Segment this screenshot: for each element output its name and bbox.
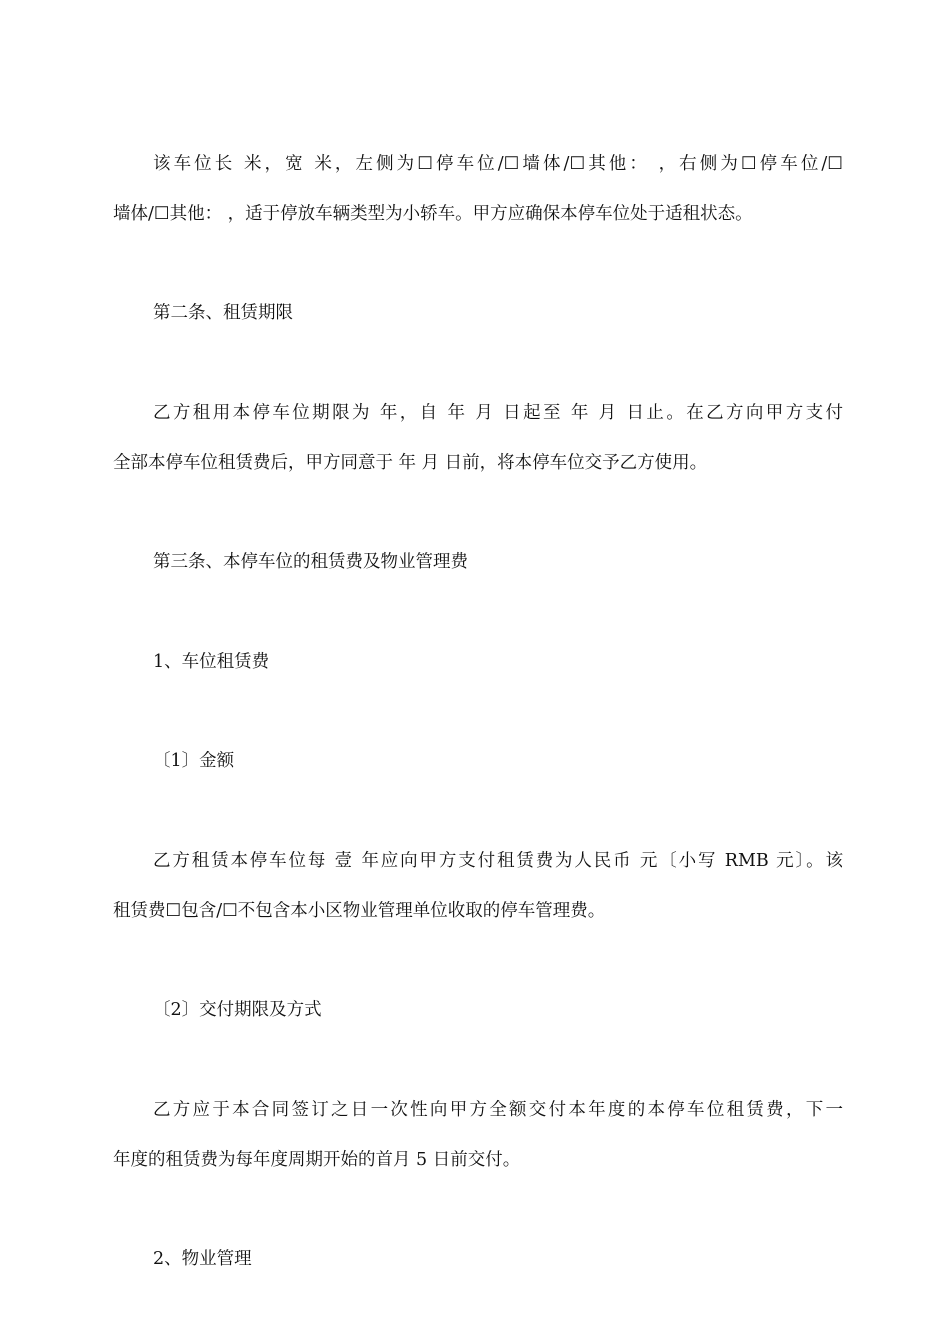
paragraph-line: 年度的租赁费为每年度周期开始的首月 5 日前交付。 bbox=[113, 1150, 521, 1170]
paragraph-line: 全部本停车位租赁费后，甲方同意于 年 月 日前，将本停车位交予乙方使用。 bbox=[113, 453, 708, 473]
section-heading: 第二条、租赁期限 bbox=[153, 303, 293, 323]
subsection-heading: 1、车位租赁费 bbox=[153, 652, 270, 672]
paragraph-line: 租赁费☐包含/☐不包含本小区物业管理单位收取的停车管理费。 bbox=[113, 901, 606, 921]
paragraph-line: 该车位长 米，宽 米，左侧为☐停车位/☐墙体/☐其他： ，右侧为☐停车位/☐ bbox=[153, 154, 843, 174]
paragraph-line: 乙方租赁本停车位每 壹 年应向甲方支付租赁费为人民币 元〔小写 RMB 元〕。该 bbox=[153, 851, 843, 871]
paragraph-line: 乙方租用本停车位期限为 年，自 年 月 日起至 年 月 日止。在乙方向甲方支付 bbox=[153, 403, 843, 423]
paragraph-line: 乙方应于本合同签订之日一次性向甲方全额交付本年度的本停车位租赁费，下一 bbox=[153, 1100, 843, 1120]
item-heading: 〔2〕交付期限及方式 bbox=[153, 1000, 322, 1020]
item-heading: 〔1〕金额 bbox=[153, 751, 235, 771]
paragraph-line: 墙体/☐其他： ，适于停放车辆类型为小轿车。甲方应确保本停车位处于适租状态。 bbox=[113, 204, 753, 224]
subsection-heading: 2、物业管理 bbox=[153, 1249, 252, 1269]
section-heading: 第三条、本停车位的租赁费及物业管理费 bbox=[153, 552, 468, 572]
